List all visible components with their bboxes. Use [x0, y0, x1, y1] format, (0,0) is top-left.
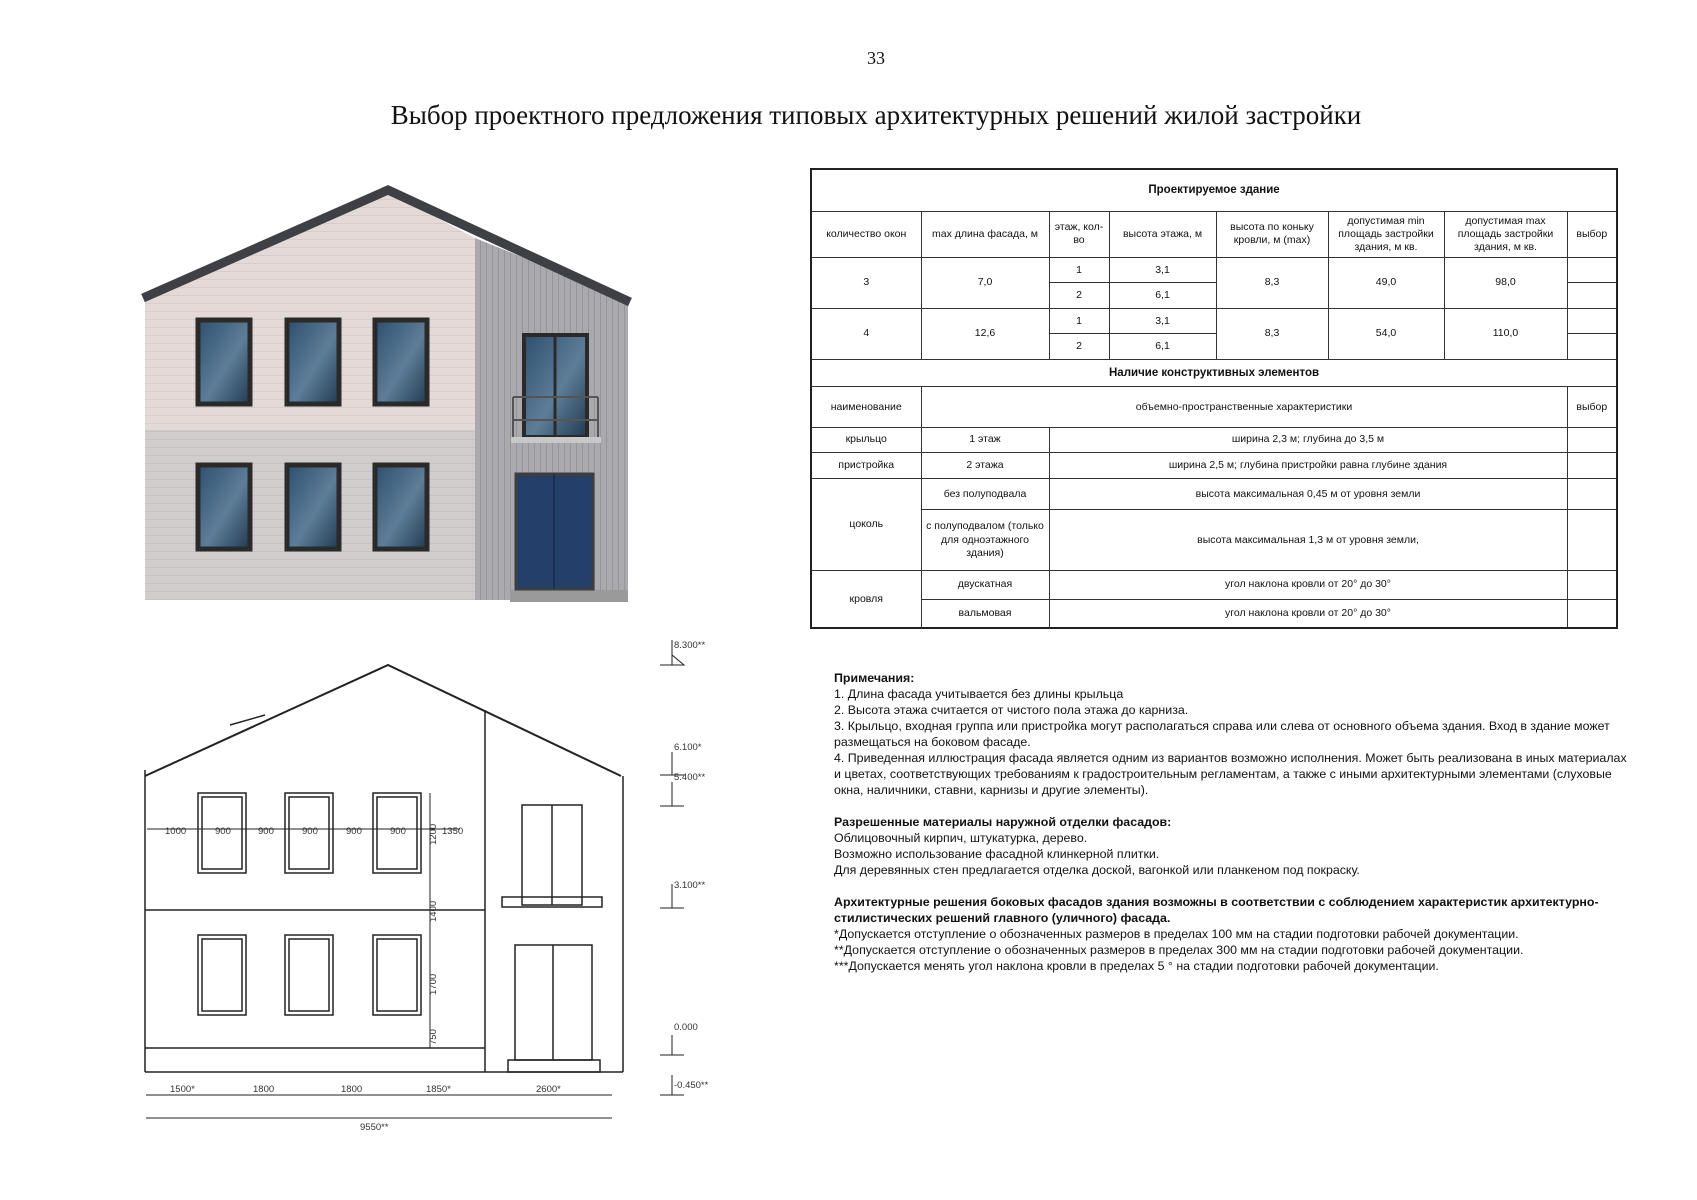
choice-cell[interactable]: [1567, 308, 1617, 334]
drawing-windows-lower: [198, 935, 421, 1015]
table-row: крыльцо 1 этаж ширина 2,3 м; глубина до 3,5 м: [811, 428, 1617, 453]
svg-text:900: 900: [346, 826, 362, 837]
header-min-area: допустимая min площадь застройки здания, м кв.: [1328, 211, 1444, 257]
material-3: Для деревянных стен предлагается отделка доской, вагонкой или планкеном под покраску.: [834, 863, 1360, 877]
header-windows: количество окон: [811, 211, 921, 257]
choice-cell[interactable]: [1567, 452, 1617, 479]
svg-text:900: 900: [390, 826, 406, 837]
svg-text:900: 900: [215, 826, 231, 837]
table-row: 2 6,1: [811, 334, 1617, 360]
note-1: 1. Длина фасада учитывается без длины крыльца: [834, 687, 1124, 701]
note-4: 4. Приведенная иллюстрация фасада является одним из вариантов возможно исполнения. Может быть реализована в иных материалах и цветах, соответствующих требованиям к градостроительным регламентам, а также с иными архитектурными элементами (слуховые окна, наличники, ставни, карнизы и другие элементы).: [834, 751, 1627, 797]
page-title: Выбор проектного предложения типовых архитектурных решений жилой застройки: [390, 100, 1362, 130]
svg-text:1350: 1350: [442, 826, 464, 837]
choice-cell[interactable]: [1567, 257, 1617, 283]
choice-cell[interactable]: [1567, 509, 1617, 570]
table-row: вальмовая угол наклона кровли от 20° до 30°: [811, 599, 1617, 628]
level-0000: 0.000: [674, 1022, 698, 1033]
arch-title: Архитектурные решения боковых фасадов здания возможны в соответствии с соблюдением характеристик архитектурно-стилистических решений главного (уличного) фасада.: [834, 895, 1599, 925]
svg-text:900: 900: [302, 826, 318, 837]
level-8300: 8.300**: [674, 640, 706, 651]
svg-text:2600*: 2600*: [536, 1084, 561, 1095]
choice-cell[interactable]: [1567, 571, 1617, 600]
note-3: 3. Крыльцо, входная группа или пристройка могут располагаться справа или слева от основного объема здания. Вход в здание может размещаться на боковом фасаде.: [834, 719, 1610, 749]
svg-text:1700: 1700: [428, 973, 439, 995]
material-1: Облицовочный кирпич, штукатурка, дерево.: [834, 831, 1088, 845]
svg-text:1400: 1400: [428, 900, 439, 922]
elements-header-row: наименование объемно-пространственные характеристики выбор: [811, 387, 1617, 428]
svg-text:1800: 1800: [341, 1084, 363, 1095]
materials-title: Разрешенные материалы наружной отделки фасадов:: [834, 815, 1172, 829]
facade-drawing: [145, 665, 623, 1118]
svg-text:1800: 1800: [253, 1084, 275, 1095]
svg-text:1500*: 1500*: [170, 1084, 195, 1095]
note-2: 2. Высота этажа считается от чистого пола этажа до карниза.: [834, 703, 1189, 717]
table-row: пристройка 2 этажа ширина 2,5 м; глубина пристройки равна глубине здания: [811, 452, 1617, 479]
table-header-row: [811, 211, 1617, 257]
svg-text:9550**: 9550**: [360, 1122, 389, 1133]
upper-windows: [198, 320, 427, 404]
facade-rendering: [143, 190, 630, 602]
table-row: 2 6,1: [811, 283, 1617, 309]
page-number: 33: [867, 48, 885, 68]
header-choice: выбор: [1567, 211, 1617, 257]
allowance-2: **Допускается отступление о обозначенных размеров в пределах 300 мм на стадии подготовки рабочей документации.: [834, 943, 1524, 957]
table-title: Проектируемое здание: [811, 169, 1617, 211]
choice-cell[interactable]: [1567, 479, 1617, 510]
table-row: кровля двускатная угол наклона кровли от 20° до 30°: [811, 571, 1617, 600]
header-ridge: высота по коньку кровли, м (max): [1216, 211, 1328, 257]
top-dimensions: [165, 826, 463, 837]
bottom-dimensions: [170, 1084, 561, 1133]
table-row: 3 7,0 1 3,1 8,3 49,0 98,0: [811, 257, 1617, 283]
table-row: цоколь без полуподвала высота максимальная 0,45 м от уровня земли: [811, 479, 1617, 510]
elements-title: Наличие конструктивных элементов: [811, 359, 1617, 387]
notes-title: Примечания:: [834, 671, 915, 685]
table-row: 4 12,6 1 3,1 8,3 54,0 110,0: [811, 308, 1617, 334]
allowance-1: *Допускается отступление о обозначенных размеров в пределах 100 мм на стадии подготовки рабочей документации.: [834, 927, 1519, 941]
table-row: с полуподвалом (только для одноэтажного здания) высота максимальная 1,3 м от уровня земли,: [811, 509, 1617, 570]
header-floor: этаж, кол-во: [1049, 211, 1109, 257]
header-max-area: допустимая max площадь застройки здания, м кв.: [1444, 211, 1567, 257]
specification-table: [810, 168, 1618, 629]
level-minus-0450: -0.450**: [674, 1080, 709, 1091]
porch-step: [510, 590, 628, 602]
allowance-3: ***Допускается менять угол наклона кровли в пределах 5 ° на стадии подготовки рабочей документации.: [834, 959, 1439, 973]
choice-cell[interactable]: [1567, 428, 1617, 453]
level-labels: [674, 640, 709, 1091]
balcony-slab: [511, 437, 601, 443]
lower-windows: [198, 465, 427, 549]
svg-text:900: 900: [258, 826, 274, 837]
choice-cell[interactable]: [1567, 599, 1617, 628]
level-3100: 3.100**: [674, 880, 706, 891]
level-5400: 5.400**: [674, 772, 706, 783]
notes: [834, 670, 1634, 974]
header-facade: max длина фасада, м: [921, 211, 1049, 257]
choice-cell[interactable]: [1567, 334, 1617, 360]
svg-text:1000: 1000: [165, 826, 187, 837]
level-6100: 6.100*: [674, 742, 702, 753]
choice-cell[interactable]: [1567, 283, 1617, 309]
svg-text:1200: 1200: [428, 823, 439, 845]
svg-text:1850*: 1850*: [426, 1084, 451, 1095]
svg-text:750: 750: [428, 1029, 439, 1045]
material-2: Возможно использование фасадной клинкерной плитки.: [834, 847, 1160, 861]
header-floor-height: высота этажа, м: [1109, 211, 1216, 257]
